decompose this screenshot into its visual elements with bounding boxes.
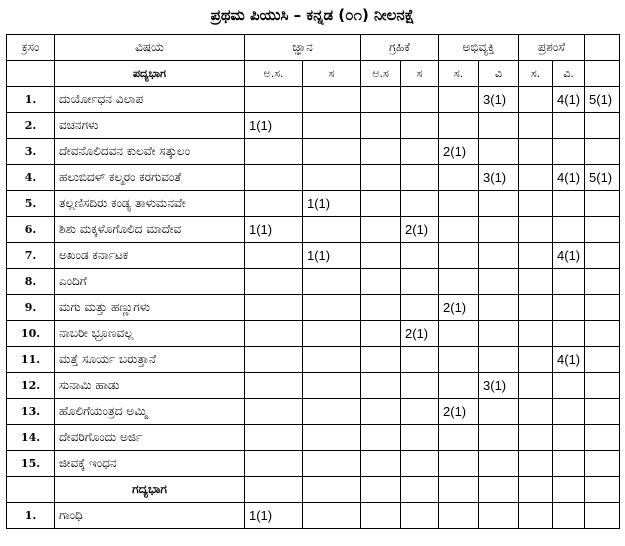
subheader-cell: ಸ. [519, 61, 553, 87]
subheader-cell: ಸ. [439, 61, 479, 87]
marks-cell: 1(1) [303, 243, 361, 269]
table-row [7, 165, 620, 191]
marks-cell [439, 321, 479, 347]
table-row [7, 503, 620, 529]
marks-cell [361, 243, 401, 269]
blank-cell [585, 61, 620, 87]
marks-cell [519, 269, 553, 295]
marks-cell: 4(1) [553, 347, 585, 373]
marks-cell [439, 87, 479, 113]
section-row [7, 477, 620, 503]
marks-cell [303, 269, 361, 295]
marks-cell [585, 503, 620, 529]
marks-cell [361, 87, 401, 113]
serial-number: 10. [7, 321, 55, 347]
table-row [7, 217, 620, 243]
marks-cell: 1(1) [303, 191, 361, 217]
marks-cell: 2(1) [439, 139, 479, 165]
marks-cell [479, 139, 519, 165]
serial-number: 8. [7, 269, 55, 295]
serial-number: 4. [7, 165, 55, 191]
subheader-cell: ವಿ [479, 61, 519, 87]
marks-cell [303, 503, 361, 529]
marks-cell [401, 295, 439, 321]
marks-cell: 4(1) [553, 243, 585, 269]
marks-cell [479, 425, 519, 451]
topic-name: ಹಲುಬಿದಳ್ ಕಲ್ಮರಂ ಕರಗುವಂತೆ [55, 165, 245, 191]
marks-cell [553, 295, 585, 321]
marks-cell [519, 295, 553, 321]
serial-number: 7. [7, 243, 55, 269]
table-row [7, 113, 620, 139]
topic-name: ದುರ್ಯೋಧನ ವಿಲಾಪ [55, 87, 245, 113]
marks-cell [303, 295, 361, 321]
marks-cell [401, 425, 439, 451]
marks-cell [401, 269, 439, 295]
marks-cell [519, 113, 553, 139]
marks-cell [553, 451, 585, 477]
topic-name: ದೇವನೊಲಿದವನ ಕುಲವೇ ಸತ್ಕುಲಂ [55, 139, 245, 165]
marks-cell [585, 139, 620, 165]
blank-cell [7, 61, 55, 87]
serial-number: 1. [7, 503, 55, 529]
serial-number: 15. [7, 451, 55, 477]
marks-cell [553, 503, 585, 529]
marks-cell [401, 373, 439, 399]
marks-cell [479, 451, 519, 477]
blank-cell [361, 477, 401, 503]
marks-cell [245, 295, 303, 321]
marks-cell: 3(1) [479, 373, 519, 399]
marks-cell [479, 191, 519, 217]
serial-number: 5. [7, 191, 55, 217]
subheader-cell: ಅ.ಸ [361, 61, 401, 87]
marks-cell [361, 451, 401, 477]
marks-cell [585, 347, 620, 373]
marks-cell: 1(1) [245, 503, 303, 529]
marks-cell [401, 191, 439, 217]
marks-cell [479, 399, 519, 425]
marks-cell [245, 269, 303, 295]
marks-cell [401, 347, 439, 373]
marks-cell [439, 243, 479, 269]
marks-cell [361, 347, 401, 373]
marks-cell: 2(1) [401, 321, 439, 347]
marks-cell: 3(1) [479, 165, 519, 191]
marks-cell [245, 139, 303, 165]
marks-cell [585, 321, 620, 347]
table-row [7, 87, 620, 113]
expression-header: ಅಭಿವ್ಯಕ್ತಿ [439, 35, 519, 61]
topic-name: ಅಖಂಡ ಕರ್ನಾಟಕ [55, 243, 245, 269]
marks-cell [439, 269, 479, 295]
marks-cell [303, 451, 361, 477]
marks-cell [303, 139, 361, 165]
serial-number: 1. [7, 87, 55, 113]
marks-cell [439, 165, 479, 191]
knowledge-header: ಜ್ಞಾನ [245, 35, 361, 61]
topic-name: ನಾಬರೀ ಭ್ರೂಣವಲ್ಲ [55, 321, 245, 347]
marks-cell [519, 191, 553, 217]
marks-cell [519, 399, 553, 425]
marks-cell [401, 113, 439, 139]
topic-name: ಮತ್ತೆ ಸೂರ್ಯ ಬರುತ್ತಾನೆ [55, 347, 245, 373]
table-row [7, 451, 620, 477]
marks-cell [519, 347, 553, 373]
marks-cell [439, 113, 479, 139]
marks-cell [439, 217, 479, 243]
marks-cell [361, 425, 401, 451]
blank-cell [245, 477, 303, 503]
table-row [7, 399, 620, 425]
blank-cell [553, 477, 585, 503]
subheader-cell: ಅ.ಸ. [245, 61, 303, 87]
blueprint-table [6, 34, 620, 529]
marks-cell [479, 243, 519, 269]
appreciation-header: ಪ್ರಶಂಸೆ [519, 35, 585, 61]
marks-cell [361, 113, 401, 139]
marks-cell [439, 503, 479, 529]
blank-cell [519, 477, 553, 503]
marks-cell [439, 451, 479, 477]
topic-name: ತಲ್ಲಣಿಸದಿರು ಕಂಡ್ಯ ತಾಳುಮನವೇ [55, 191, 245, 217]
marks-cell [439, 425, 479, 451]
marks-cell [519, 321, 553, 347]
marks-cell [401, 399, 439, 425]
marks-cell [585, 425, 620, 451]
marks-cell [401, 503, 439, 529]
marks-cell [519, 217, 553, 243]
serial-number: 11. [7, 347, 55, 373]
topic-name: ಗಾಂಧಿ [55, 503, 245, 529]
marks-cell [303, 347, 361, 373]
marks-cell [519, 87, 553, 113]
marks-cell [245, 347, 303, 373]
marks-cell [439, 373, 479, 399]
marks-cell: 5(1) [585, 165, 620, 191]
marks-cell [585, 399, 620, 425]
marks-cell [519, 425, 553, 451]
marks-cell [245, 243, 303, 269]
topic-name: ಎಂದಿಗೆ [55, 269, 245, 295]
subheader-cell: ವಿ. [553, 61, 585, 87]
serial-number: 2. [7, 113, 55, 139]
marks-cell [401, 243, 439, 269]
serial-number: 3. [7, 139, 55, 165]
marks-cell: 2(1) [401, 217, 439, 243]
serial-number: 6. [7, 217, 55, 243]
marks-cell: 3(1) [479, 87, 519, 113]
topic-name: ಜೀವಕ್ಕೆ ಇಂಧನ [55, 451, 245, 477]
marks-cell [553, 191, 585, 217]
marks-cell [361, 165, 401, 191]
marks-cell [303, 425, 361, 451]
topic-name: ಸುನಾಮಿ ಹಾಡು [55, 373, 245, 399]
table-row [7, 347, 620, 373]
marks-cell [245, 451, 303, 477]
page-title: ಪ್ರಥಮ ಪಿಯುಸಿ – ಕನ್ನಡ (೦೧) ನೀಲನಕ್ಷೆ [210, 6, 415, 24]
marks-cell [585, 191, 620, 217]
serial-number: 12. [7, 373, 55, 399]
section-label: ಗದ್ಯಭಾಗ [55, 477, 245, 503]
marks-cell [303, 399, 361, 425]
marks-cell [585, 113, 620, 139]
marks-cell: 4(1) [553, 165, 585, 191]
marks-cell [401, 165, 439, 191]
marks-cell [553, 113, 585, 139]
marks-cell [303, 165, 361, 191]
table-row [7, 269, 620, 295]
subheader-row [7, 61, 620, 87]
table-row [7, 425, 620, 451]
section-label: ಪದ್ಯಭಾಗ [55, 61, 245, 87]
table-row [7, 295, 620, 321]
marks-cell [303, 87, 361, 113]
marks-cell [401, 87, 439, 113]
marks-cell [361, 269, 401, 295]
table-row [7, 373, 620, 399]
marks-cell [361, 321, 401, 347]
marks-cell [553, 139, 585, 165]
topic-name: ವಚನಗಳು [55, 113, 245, 139]
marks-cell [361, 295, 401, 321]
blank-cell [479, 477, 519, 503]
marks-cell [361, 139, 401, 165]
subheader-cell: ಸ [303, 61, 361, 87]
marks-cell: 2(1) [439, 399, 479, 425]
marks-cell [401, 139, 439, 165]
marks-cell [303, 217, 361, 243]
marks-cell [479, 269, 519, 295]
marks-cell: 5(1) [585, 87, 620, 113]
marks-cell [519, 243, 553, 269]
blank-cell [439, 477, 479, 503]
table-row [7, 191, 620, 217]
marks-cell [245, 373, 303, 399]
marks-cell [519, 165, 553, 191]
blank-cell [585, 477, 620, 503]
header-row [7, 35, 620, 61]
marks-cell [553, 321, 585, 347]
marks-cell [519, 503, 553, 529]
marks-cell [553, 217, 585, 243]
topic-name: ಶಿಶು ಮಕ್ಕಳೊಗೊಲಿದ ಮಾದೇವ [55, 217, 245, 243]
marks-cell [245, 321, 303, 347]
marks-cell [361, 217, 401, 243]
blank-cell [7, 477, 55, 503]
marks-cell [553, 399, 585, 425]
marks-cell [585, 217, 620, 243]
table-row [7, 321, 620, 347]
marks-cell: 1(1) [245, 217, 303, 243]
marks-cell [439, 347, 479, 373]
serial-number: 9. [7, 295, 55, 321]
marks-cell [585, 269, 620, 295]
marks-cell [479, 321, 519, 347]
marks-cell [585, 451, 620, 477]
marks-cell [479, 295, 519, 321]
marks-cell [303, 321, 361, 347]
marks-cell [245, 87, 303, 113]
marks-cell [361, 191, 401, 217]
marks-cell [553, 269, 585, 295]
marks-cell [479, 503, 519, 529]
marks-cell [479, 113, 519, 139]
subheader-cell: ಸ [401, 61, 439, 87]
marks-cell [245, 399, 303, 425]
comprehension-header: ಗ್ರಹಿಕೆ [361, 35, 439, 61]
marks-cell [585, 373, 620, 399]
marks-cell [479, 217, 519, 243]
marks-cell [303, 373, 361, 399]
topic-name: ಹೊಲಿಗೆಯಂತ್ರದ ಅಮ್ಮಿ [55, 399, 245, 425]
marks-cell [585, 295, 620, 321]
marks-cell [303, 113, 361, 139]
marks-cell [245, 165, 303, 191]
marks-cell [519, 451, 553, 477]
marks-cell: 2(1) [439, 295, 479, 321]
marks-cell [361, 399, 401, 425]
marks-cell [479, 347, 519, 373]
marks-cell [519, 373, 553, 399]
topic-name: ದೇವರಿಗೊಂದು ಅರ್ಜಿ [55, 425, 245, 451]
blank-cell [401, 477, 439, 503]
serial-header: ಕ್ರಸಂ [7, 35, 55, 61]
subject-header: ವಿಷಯ [55, 35, 245, 61]
serial-number: 14. [7, 425, 55, 451]
marks-cell: 4(1) [553, 87, 585, 113]
marks-cell [401, 451, 439, 477]
topic-name: ಮಗು ಮತ್ತು ಹಣ್ಣುಗಳು [55, 295, 245, 321]
marks-cell [439, 191, 479, 217]
marks-cell: 1(1) [245, 113, 303, 139]
marks-cell [361, 503, 401, 529]
serial-number: 13. [7, 399, 55, 425]
marks-cell [519, 139, 553, 165]
table-row [7, 243, 620, 269]
marks-cell [553, 373, 585, 399]
marks-cell [585, 243, 620, 269]
extra-header-cell [585, 35, 620, 61]
blank-cell [303, 477, 361, 503]
marks-cell [553, 425, 585, 451]
marks-cell [361, 373, 401, 399]
marks-cell [245, 191, 303, 217]
table-row [7, 139, 620, 165]
marks-cell [245, 425, 303, 451]
